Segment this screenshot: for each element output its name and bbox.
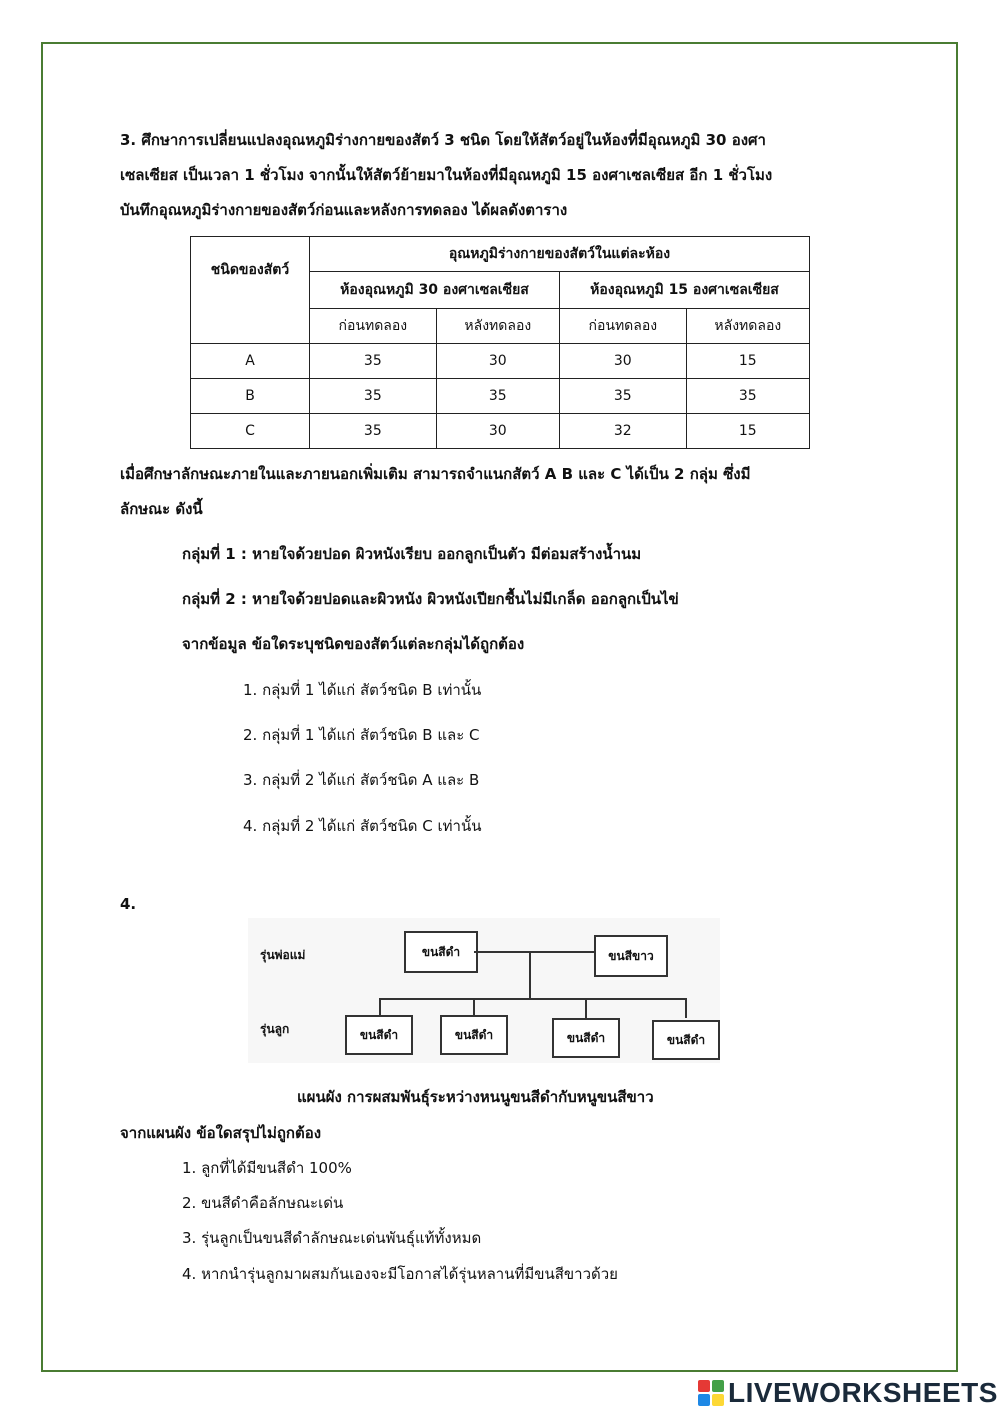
offspring-box: ขนสีดำ <box>652 1020 720 1060</box>
value-cell: 15 <box>686 344 809 379</box>
q4-option-4[interactable]: 4. หากนำรุ่นลูกมาผสมกันเองจะมีโอกาสได้รุ่นหลานที่มีขนสีขาวด้วย <box>182 1265 618 1283</box>
q3-option-3[interactable]: 3. กลุ่มที่ 2 ได้แก่ สัตว์ชนิด A และ B <box>243 771 480 789</box>
offspring-drop <box>379 998 381 1016</box>
offspring-box: ขนสีดำ <box>552 1018 620 1058</box>
value-cell: 35 <box>310 344 437 379</box>
parent-white-box: ขนสีขาว <box>594 935 668 977</box>
q4-option-2[interactable]: 2. ขนสีดำคือลักษณะเด่น <box>182 1194 344 1212</box>
temperature-table <box>190 236 810 449</box>
parent-generation-label: รุ่นพ่อแม่ <box>260 948 306 962</box>
q4-option-1[interactable]: 1. ลูกที่ได้มีขนสีดำ 100% <box>182 1159 352 1177</box>
q3-text-line3: บันทึกอุณหภูมิร่างกายของสัตว์ก่อนและหลังการทดลอง ได้ผลดังตาราง <box>120 201 568 219</box>
offspring-drop <box>585 998 587 1018</box>
logo-square <box>698 1380 710 1392</box>
value-cell: 32 <box>559 414 686 449</box>
logo-square <box>712 1394 724 1406</box>
descent-line <box>529 951 531 999</box>
header-animal-type: ชนิดของสัตว์ <box>191 237 310 344</box>
q4-option-3[interactable]: 3. รุ่นลูกเป็นขนสีดำลักษณะเด่นพันธุ์แท้ทั้งหมด <box>182 1229 482 1247</box>
animal-cell: C <box>191 414 310 449</box>
value-cell: 30 <box>436 414 559 449</box>
table-row <box>191 344 810 379</box>
offspring-box: ขนสีดำ <box>440 1015 508 1055</box>
value-cell: 35 <box>686 379 809 414</box>
value-cell: 30 <box>436 344 559 379</box>
header-after: หลังทดลอง <box>436 309 559 344</box>
offspring-generation-label: รุ่นลูก <box>260 1022 290 1036</box>
table-row <box>191 379 810 414</box>
animal-cell: A <box>191 344 310 379</box>
liveworksheets-logo <box>698 1376 998 1410</box>
q3-after-text-line2: ลักษณะ ดังนี้ <box>120 500 203 518</box>
header-before: ก่อนทดลอง <box>310 309 437 344</box>
q3-option-1[interactable]: 1. กลุ่มที่ 1 ได้แก่ สัตว์ชนิด B เท่านั้น <box>243 681 482 699</box>
q3-text-line1: 3. ศึกษาการเปลี่ยนแปลงอุณหภูมิร่างกายของสัตว์ 3 ชนิด โดยให้สัตว์อยู่ในห้องที่มีอุณหภูมิ 30 องศา <box>120 131 766 149</box>
group1-description: กลุ่มที่ 1 : หายใจด้วยปอด ผิวหนังเรียบ ออกลูกเป็นตัว มีต่อมสร้างน้ำนม <box>182 545 642 563</box>
parent-black-box: ขนสีดำ <box>404 931 478 973</box>
q3-after-text-line1: เมื่อศึกษาลักษณะภายในและภายนอกเพิ่มเติม สามารถจำแนกสัตว์ A B และ C ได้เป็น 2 กลุ่ม ซึ่งมี <box>120 465 751 483</box>
breeding-diagram <box>248 918 720 1063</box>
q4-question: จากแผนผัง ข้อใดสรุปไม่ถูกต้อง <box>120 1124 322 1142</box>
value-cell: 35 <box>559 379 686 414</box>
offspring-drop <box>473 998 475 1016</box>
value-cell: 30 <box>559 344 686 379</box>
liveworksheets-logo-text: LIVEWORKSHEETS <box>728 1377 998 1408</box>
diagram-caption: แผนผัง การผสมพันธุ์ระหว่างหนนูขนสีดำกับหนูขนสีขาว <box>297 1088 654 1106</box>
animal-cell: B <box>191 379 310 414</box>
q4-number: 4. <box>120 895 137 913</box>
parent-connector <box>474 951 594 953</box>
value-cell: 15 <box>686 414 809 449</box>
logo-square <box>698 1394 710 1406</box>
value-cell: 35 <box>310 379 437 414</box>
q3-text-line2: เซลเซียส เป็นเวลา 1 ชั่วโมง จากนั้นให้สัตว์ย้ายมาในห้องที่มีอุณหภูมิ 15 องศาเซลเซียส อีก 1 ชั่วโมง <box>120 166 773 184</box>
logo-square <box>712 1380 724 1392</box>
header-after: หลังทดลอง <box>686 309 809 344</box>
value-cell: 35 <box>436 379 559 414</box>
offspring-bar <box>379 998 686 1000</box>
header-body-temp: อุณหภูมิร่างกายของสัตว์ในแต่ละห้อง <box>310 237 810 272</box>
table-row <box>191 414 810 449</box>
header-before: ก่อนทดลอง <box>559 309 686 344</box>
value-cell: 35 <box>310 414 437 449</box>
offspring-drop <box>685 998 687 1018</box>
q3-question: จากข้อมูล ข้อใดระบุชนิดของสัตว์แต่ละกลุ่มได้ถูกต้อง <box>182 635 525 653</box>
liveworksheets-logo-icon <box>698 1380 724 1406</box>
header-room-15: ห้องอุณหภูมิ 15 องศาเซลเซียส <box>559 272 809 309</box>
header-room-30: ห้องอุณหภูมิ 30 องศาเซลเซียส <box>310 272 560 309</box>
q3-option-4[interactable]: 4. กลุ่มที่ 2 ได้แก่ สัตว์ชนิด C เท่านั้น <box>243 817 482 835</box>
offspring-box: ขนสีดำ <box>345 1015 413 1055</box>
group2-description: กลุ่มที่ 2 : หายใจด้วยปอดและผิวหนัง ผิวหนังเปียกชื้นไม่มีเกล็ด ออกลูกเป็นไข่ <box>182 590 679 608</box>
q3-option-2[interactable]: 2. กลุ่มที่ 1 ได้แก่ สัตว์ชนิด B และ C <box>243 726 480 744</box>
